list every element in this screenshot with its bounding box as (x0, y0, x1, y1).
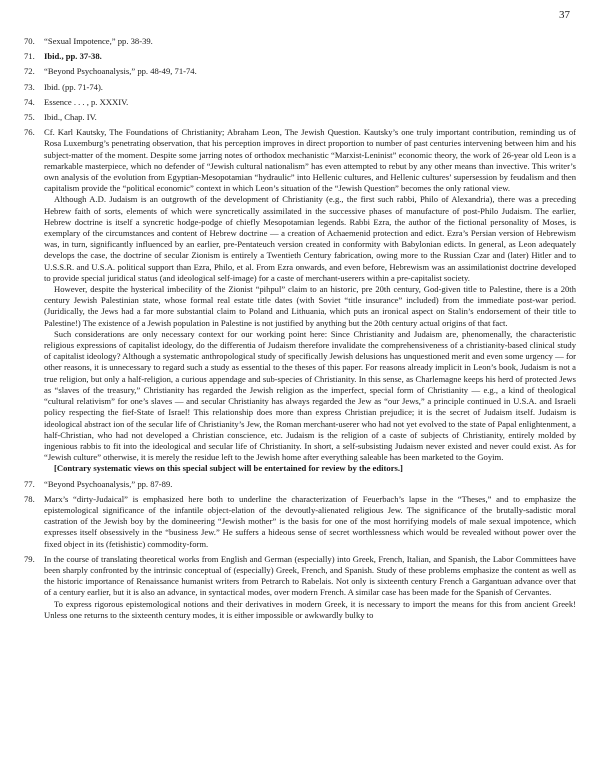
footnote-text: Ibid., pp. 37-38. (44, 51, 102, 62)
footnote-number: 76. (24, 127, 35, 138)
footnote-79 (24, 554, 576, 621)
footnote-number: 75. (24, 112, 35, 123)
footnote-number: 71. (24, 51, 35, 62)
footnote-number: 74. (24, 96, 35, 107)
footnote-paragraph: However, despite the hysterical imbecility of the Zionist “pihpul” claim to an historic, pre 20th century, God-given title to Palestine, there is a 20th century Jewish Palestinian state, whose formal real estate title dates (with Soviet “title insurance” included) from the immediate post-war period. (Juridically, the Jews had a far more substantial claim to Poland and Lithuania, which puts an ironical aspect on Stalin’s endorsement of their title to Palestine!) The existence of a Jewish population in Palestine is not justified by anything but the 20th century actual origins of that fact. (44, 284, 576, 328)
footnotes-list (24, 36, 576, 625)
footnote-74 (24, 97, 576, 108)
footnote-text: Ibid., Chap. IV. (44, 112, 97, 123)
footnote-number: 72. (24, 66, 35, 77)
footnote-72 (24, 66, 576, 77)
editorial-note: [Contrary systematic views on this special subject will be entertained for review by the editors.] (54, 463, 403, 474)
footnote-paragraph: Such considerations are only necessary context for our working point here: Since Christianity and Judaism are, phenomenally, the characteristic religious expressions of capitalist ideology, do the differentia of Judaism therefore invalidate the comprehensiveness of a christianity-based clinical study of capitalist ideology? Although a systematic anthropological study of specifically Jewish delusions has unquestioned merit and even some urgency — for other reasons, it is unnecessary to regard such a study as essential to the theses of this paper. For reasons already implicit in Leon’s book, Judaism is not a true religion, but only a half-religion, a curious appendage and sub-species of Christianity. In this sense, as Charlemagne keeps his herd of protected Jews as “slaves of the treasury,” Christianity has regarded the Jewish religion as the imperfect, special form of Christianity — e.g., a kind of theological “cultural relativism” for one’s slaves — and secular Christianity has always regarded the Jew as “our Jews,” a principle continued in U.S.A. and Israeli policy respecting the fief-State of Israel! This relationship does more than express Christian prejudice; it is the secret of Judaism itself. Judaism is ideological abstract ion of the secular life of Christianity’s Jew, the Roman merchant-userer who had not yet evolved to the state of Papal enlightenment, a half-Christian, who had not developed a Christian conscience, etc. Judaism is the religion of a caste of subjects of Christianity, entirely molded by ingenious rabbis to fit into the ideological and secular life of Christianity. In short, a self-subsisting Judaism never existed and never could exist. As for “Jewish culture” otherwise, it is merely the residue left to the Jewish home after everything saleable has been marketed to the Goyim. (44, 328, 576, 463)
footnote-paragraph: To express rigorous epistemological notions and their derivatives in modern Greek, it is necessary to import the means for this from ancient Greek! Unless one returns to the sixteenth century modes, it is either impossible or awkwardly bulky to (44, 598, 576, 620)
footnote-text: Marx’s “dirty-Judaical” is emphasized here both to underline the characterization of Feuerbach’s lapse in the “Theses,” and to emphasize the epistemological significance of the infantile object-elation of the devoutly-alienated religious Jew. The significance of the brutally-sadistic moral castration of the Jewish boy by the domineering “Jewish mother” is the basis for one of the most horrifying models of male sexual impotence, which expresses itself obsessively in the “business Jew.” He suffers a hideous sense of secret worthlessness which would be revealed without power over the fixed object in its (fetishistic) commodity-form. (44, 493, 576, 549)
footnote-number: 70. (24, 36, 35, 46)
footnote-number: 73. (24, 81, 35, 92)
footnote-paragraph: In the course of translating theoretical works from English and German (especially) into Greek, French, Italian, and Spanish, the Labor Committees have been sharply confronted by the intrinsic conceptual of (especially) Greek, French, and Spanish. Study of these problems emphasize the content as well as the historic importance of Renaissance humanist writers from Petrarch to Rabelais. Not only is sixteenth century French a Gargantuan advance over that of a century earlier, but it is also an advance, in syntactical modes, over modern French. A similar case has been made for the Spanish of Cervantes. (44, 553, 576, 598)
footnote-71 (24, 51, 576, 62)
footnote-text: Essence . . . , p. XXXIV. (44, 96, 129, 107)
page-number: 37 (559, 9, 570, 21)
footnote-number: 78. (24, 493, 35, 504)
footnote-paragraph: Cf. Karl Kautsky, The Foundations of Christianity; Abraham Leon, The Jewish Question. Kautsky’s one truly important contribution, reminding us of Rosa Luxemburg’s penetrating observation, that his perception improves in direct proportion to number of past centuries intervening between him and his subject-matter of the moment. Despite some jarring notes of orthodox mechanistic “Marxist-Leninist” economic theory, the work of 26-year old Leon is a remarkable masterpiece, which no defender of “Jewish cultural nationalism” has even attempted to rebut by any other means than invective. This writer’s own analysis of the evolution from Egyptian-Mesopotamian “hydraulic” into Hellenic cultures, and Hellenic cultures’ supersession by feudalism and then capitalism provide the “political economic” context in which Leon’s situation of the “Jewish Question” becomes the only rational view. (44, 127, 576, 194)
footnote-paragraph: Although A.D. Judaism is an outgrowth of the development of Christianity (e.g., the first such rabbi, Philo of Alexandria), there was a preceding Hebrew faith of sorts, elements of which were syncretically assimilated in the successive phases of manufacture of post-Philo Judaism. The earlier, Hebrew doctrine is itself a syncretic hodge-podge of chiefly Mesopotamian legends. Rabbi Ezra, the author of the fictional personality of Moses, is exemplary of the circumstances and content of Hebrew doctrine — a creation of Achaemenid protection and edict. Ezra’s Persian version of Hebrewism was, in turn, significantly influenced by an earlier, pre-Pentateuch version created in conformity with Babylonian edicts. In general, as Leon adequately develops the case, the doctrine of secular Zionism is entirely a Twentieth Century fabrication, owing more to the Russian Czar and (later) Hitler and to U.S.S.R. and U.S.A. political support than Ezra, Philo, et al. From Ezra onwards, and even before, Hebrewism was an assimilationist doctrine developed to provide special juridical status (and ideological self-image) for a caste of merchant-userers within a pre-capitalist society. (44, 194, 576, 283)
footnote-70 (24, 36, 576, 47)
footnote-76 (24, 127, 576, 474)
footnote-text: “Beyond Psychoanalysis,” pp. 87-89. (44, 478, 173, 489)
footnote-78 (24, 494, 576, 550)
footnote-73 (24, 82, 576, 93)
footnote-number: 77. (24, 478, 35, 489)
footnote-number: 79. (24, 553, 35, 564)
footnote-text: Ibid. (pp. 71-74). (44, 81, 103, 92)
footnote-75 (24, 112, 576, 123)
footnote-text: “Beyond Psychoanalysis,” pp. 48-49, 71-74. (44, 66, 197, 77)
footnote-text: “Sexual Impotence,” pp. 38-39. (44, 36, 153, 46)
footnote-77 (24, 479, 576, 490)
